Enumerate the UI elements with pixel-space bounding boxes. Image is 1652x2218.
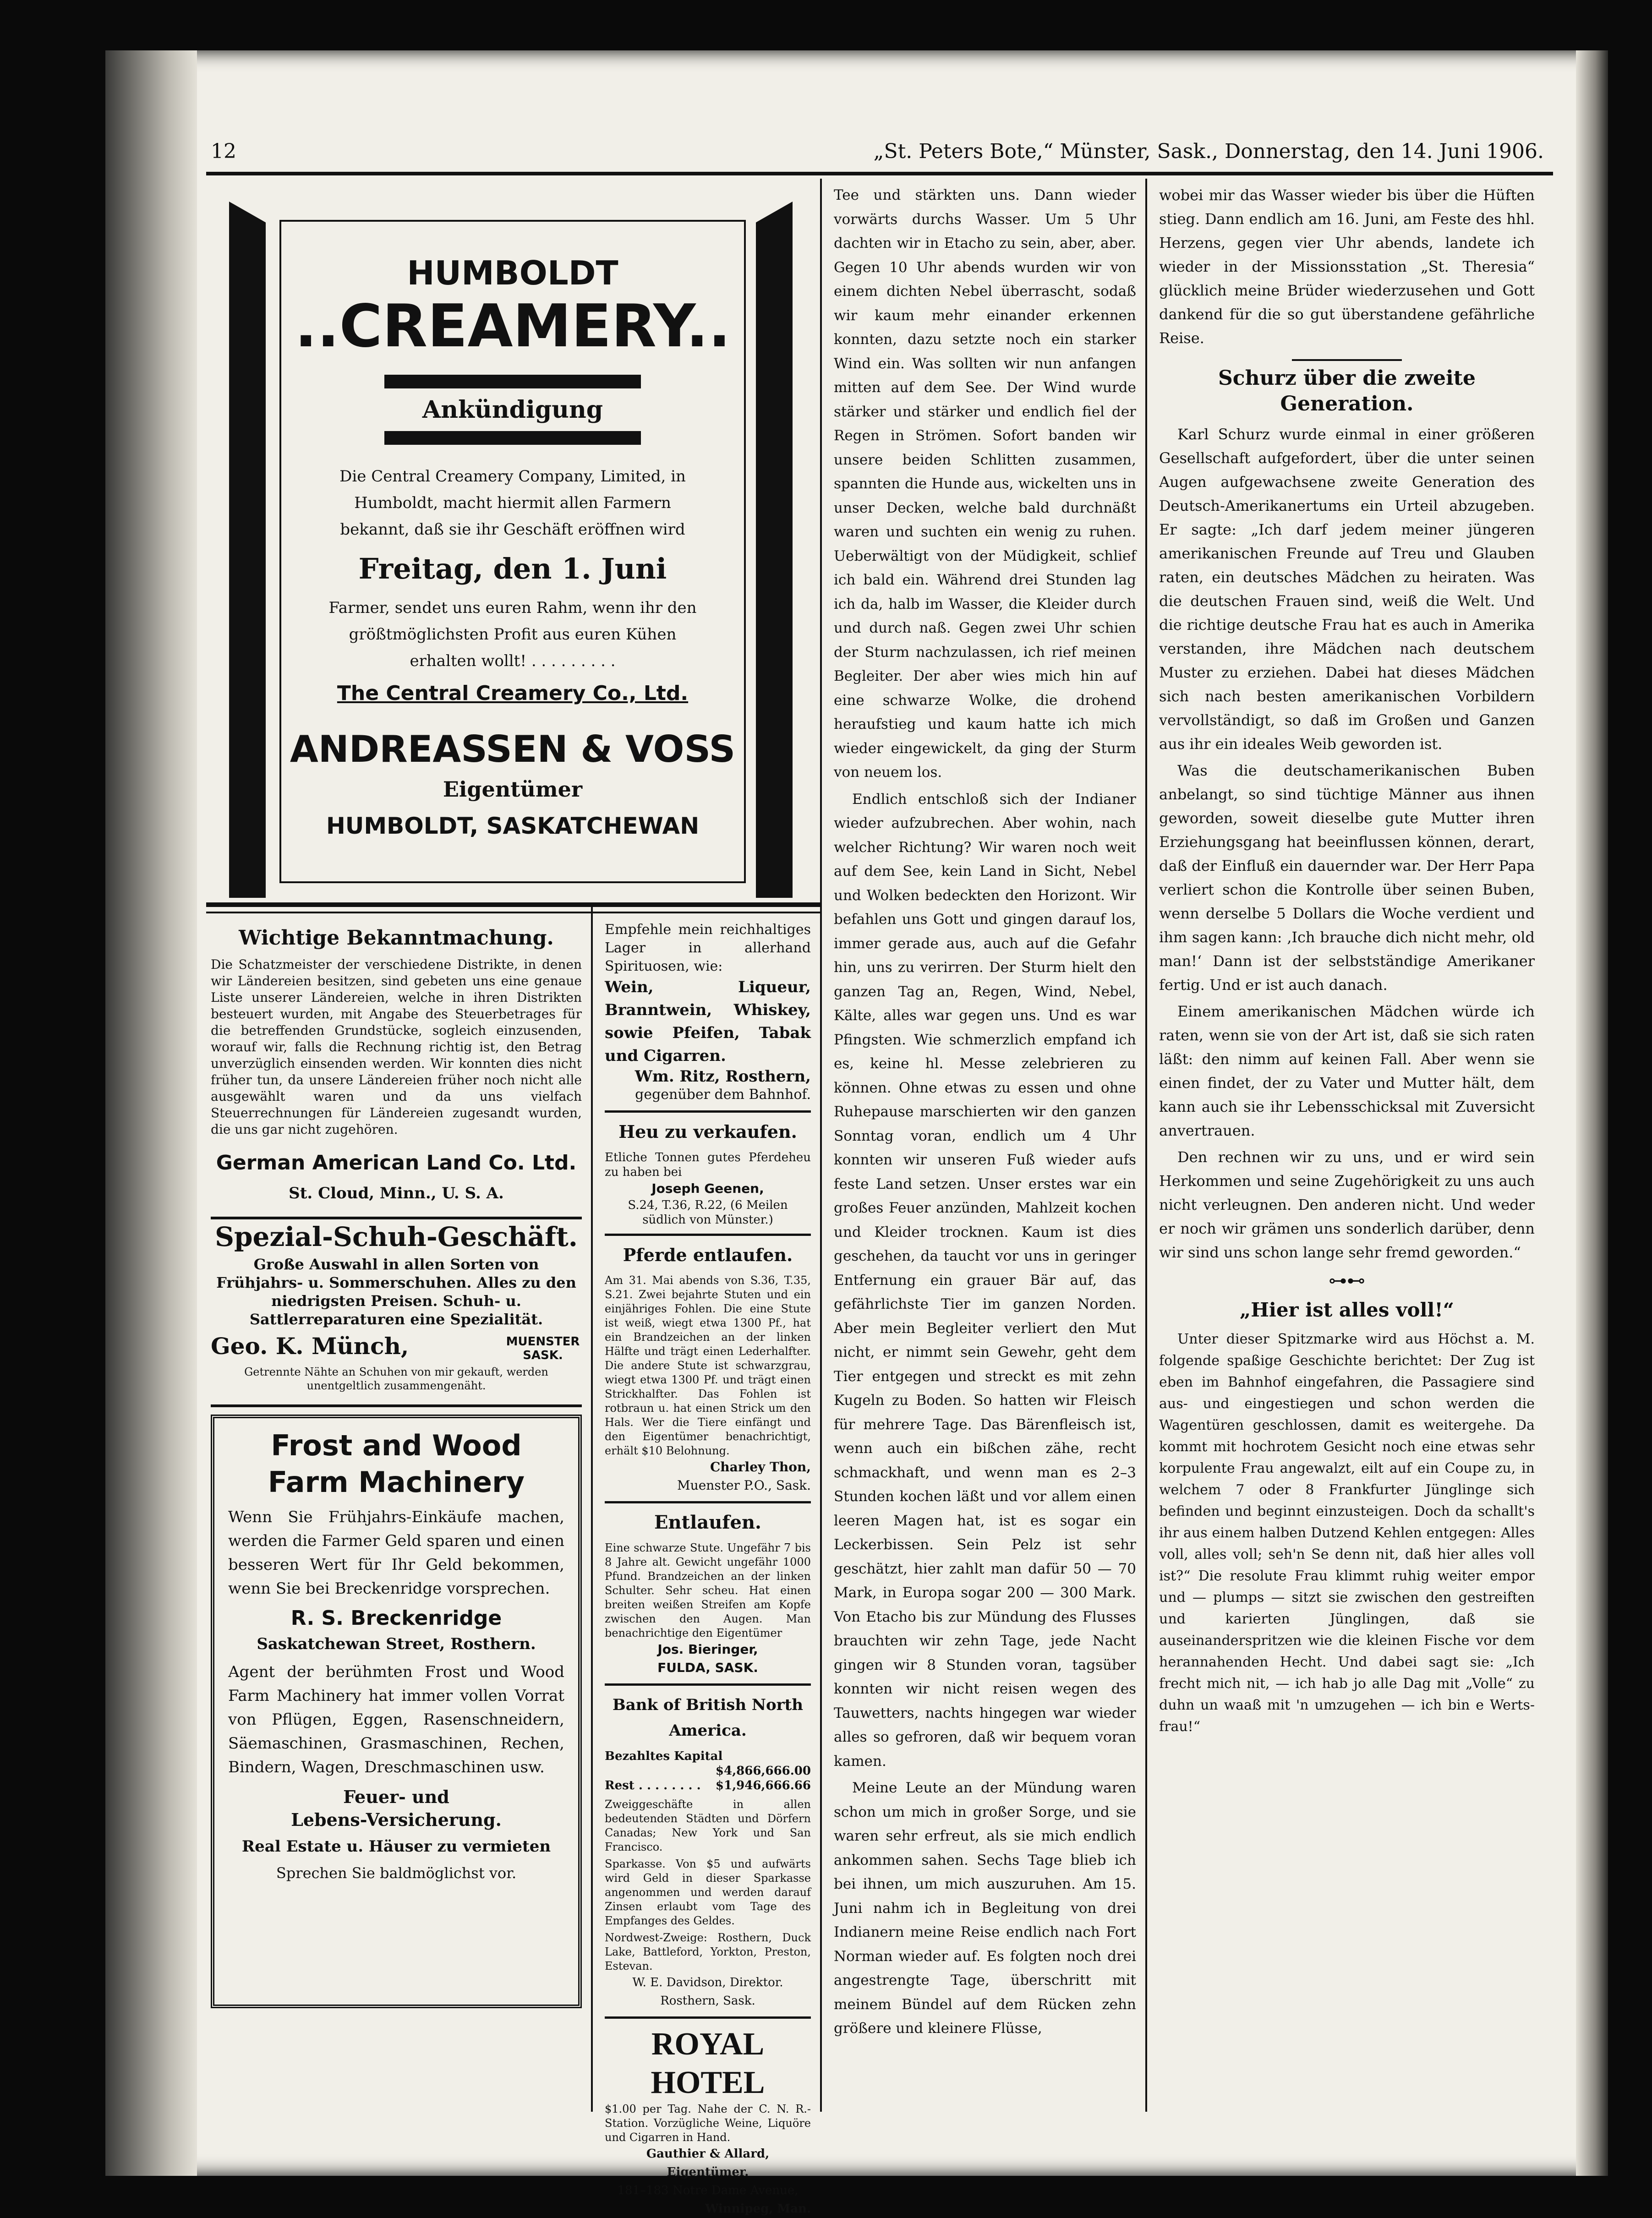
liquor-owner: Wm. Ritz, Rosthern, [635,1067,811,1086]
horses-body: Am 31. Mai abends von S.36, T.35, S.21. Zwei bejahrte Stuten und ein einjähriges Fohlen. Die eine Stute ist weiß, wiegt etwa 1300 Pf., hat ein Brandzeichen an der linken Hälfte und trägt einen Lederhalfter. Die andere Stute ist schwarzgrau, wiegt etwa 1300 Pf. und trägt einen Strickhalfter. Das Fohlen ist rotbraun u. hat einen Strick um den Hals. Wer die Tiere einfängt und den Eigentümer benachrichtigt, erhält $10 Belohnung. [605,1274,811,1457]
schurz-paragraph: Den rechnen wir zu uns, und er wird sein Herkommen und seine Zugehörigkeit zu uns auch nicht verleugnen. Den anderen nicht. Und weder er noch wir grämen uns sonderlich darüber, denn wir sind uns schon lange sehr fremd geworden.“ [1159,1148,1535,1261]
frost-ad [211,1415,582,2008]
insurance-1: Feuer- und [343,1786,449,1807]
frost-body-1: Wenn Sie Frühjahrs-Einkäufe machen, werden die Farmer Geld sparen und einen besseren Wert für Ihr Geld bekommen, wenn Sie bei Breckenridge vorsprechen. [228,1508,564,1598]
section-rule [206,902,820,907]
hay-name: Joseph Geenen, [651,1181,764,1196]
masthead: „St. Peters Bote,“ Münster, Sask., Donnerstag, den 14. Juni 1906. [873,140,1544,163]
announcement-body: Die Central Creamery Company, Limited, in Humboldt, macht hiermit allen Farmern bekannt, daß sie ihr Geschäft eröffnen wird [339,467,686,539]
bank-title: Bank of British North America. [612,1696,803,1740]
story-column-3 [834,183,1136,2043]
runaway-body: Eine schwarze Stute. Ungefähr 7 bis 8 Jahre alt. Gewicht ungefähr 1000 Pfund. Brandzeichen an der linken Schulter. Sehr scheu. Hat einen breiten weißen Streifen am Kopfe zwischen den Augen. Man benachrichtige den Eigentümer [605,1541,811,1639]
column-divider [820,179,822,2112]
creamery-location: HUMBOLDT, SASKATCHEWAN [326,813,700,839]
middle-ad-column [605,921,811,2218]
shoe-owner: Geo. K. Münch, [211,1335,409,1360]
story-paragraph: Meine Leute an der Mündung waren schon um mich in großer Sorge, und sie waren sehr erfreut, als sie mich endlich ankommen sahen. Sechs Tage blieb ich bei ihnen, um mich auszuruhen. Am 15. Juni nahm ich in Begleitung von drei Indianern meine Reise endlich nach Fort Norman wieder auf. Es folgten noch drei angestrengte Tage, überschritt mit meinem Bündel auf dem Rücken zehn größere und kleinere Flüsse, [834,1780,1136,2037]
shoe-title: Spezial-Schuh-Geschäft. [215,1221,578,1252]
bank-northwest: Nordwest-Zweige: Rosthern, Duck Lake, Battleford, Yorkton, Preston, Estevan. [605,1931,811,1972]
runaway-place: FULDA, SASK. [657,1660,758,1675]
opening-date: Freitag, den 1. Juni [358,552,667,585]
capital-value: $4,866,666.00 [715,1764,811,1778]
creamery-ad [229,202,793,898]
creamery-title-2: ..CREAMERY.. [295,292,731,361]
schurz-paragraph: Karl Schurz wurde einmal in einer größeren Gesellschaft aufgefordert, über die unter seinen Augen aufgewachsene zweite Generation des Deutsch-Amerikanertums ein Urteil abzugeben. Er sagte: „Ich darf jedem meiner jüngeren amerikanischen Freunde auf Treu und Glauben raten, ein deutsches Mädchen zu heiraten. Was die deutschen Frauen sind, weiß die Welt. Und die richtige deutsche Frau hat es auch in Amerika verstanden, ihre Mädchen nach deutschem Muster zu erziehen. Dabei hat dieses Mädchen sich nach besten amerikanischen Vorbildern vervollständigt, so daß im Großen und Ganzen aus ihr ein ideales Weib geworden ist. [1159,426,1535,753]
hotel-title: ROYAL HOTEL [651,2027,765,2100]
bank-savings: Sparkasse. Von $5 und aufwärts wird Geld in dieser Sparkasse angenommen und werden darauf Zinsen erlaubt vom Tage des Empfanges des Geldes. [605,1857,811,1927]
insurance-2: Lebens-Versicherung. [291,1809,502,1830]
runaway-title: Entlaufen. [654,1512,761,1533]
schurz-paragraph: Was die deutschamerikanischen Buben anbelangt, so sind tüchtige Männer aus ihnen geworden, soweit dieselbe gute Mutter ihren Erziehungsgang hat beeinflussen können, derart, daß der Einfluß ein dauernder war. Der Herr Papa verliert schon die Kontrolle über seinen Buben, wenn derselbe 5 Dollars die Woche verdient und ihm sagen kann: ‚Ich brauche dich nicht mehr, old man!‘ Dann ist der selbstständige Amerikaner fertig. Und er ist auch danach. [1159,762,1535,994]
page-stack-right-edge [1576,50,1608,2176]
story-paragraph: Tee und stärkten uns. Dann wieder vorwärts durchs Wasser. Um 5 Uhr dachten wir in Etacho zu sein, aber, aber. Gegen 10 Uhr abends wurden wir von einem dichten Nebel überrascht, sodaß wir kaum mehr einander erkennen konnten, dazu setzte noch ein starker Wind ein. Was sollten wir nun anfangen mitten auf dem See. Der Wind wurde stärker und stärker und endlich fiel der Regen in Strömen. Sofort banden wir unsere beiden Schlitten zusammen, spannten die Hunde aus, wickelten uns in unser Decken, welche bald durchnäßt waren und suchten ein wenig zu ruhen. Ueberwältigt von der Müdigkeit, schlief ich bald ein. Während drei Stunden lag ich da, halb im Wasser, die Kleider durch und durch naß. Gegen zwei Uhr schien der Sturm nachzulassen, ich rief meinen Begleiter. Der aber wies mich hin auf eine schwarze Wolke, die drohend heraufstieg und kaum hatte ich mich wieder eingewickelt, da ging der Sturm von neuem los. [834,187,1136,781]
schurz-title: Schurz über die zweite Generation. [1218,366,1476,415]
breckenridge-street: Saskatchewan Street, Rosthern. [257,1635,536,1653]
header-rule [206,172,1553,175]
schurz-paragraph: Einem amerikanischen Mädchen würde ich raten, wenn sie von der Art ist, daß sie sich raten läßt: den nimm auf keinen Fall. Aber wenn sie einen findet, der zu Vater und Mutter hält, dem kann auch sie ihr Lebensschicksal mit Zuversicht anvertrauen. [1159,1003,1535,1139]
column-divider [1145,179,1147,2112]
owners-name: ANDREASSEN & VOSS [290,728,736,770]
shoe-body: Große Auswahl in allen Sorten von Frühjahrs- u. Sommerschuhen. Alles zu den niedrigsten Preisen. Schuh- u. Sattlerreparaturen eine Spezialität. [216,1256,576,1328]
newspaper-page [105,50,1608,2216]
hotel-body: $1.00 per Tag. Nahe der C. N. R.-Station. Vorzügliche Weine, Liquöre und Cigarren in Hand. [605,2103,811,2144]
hay-title: Heu zu verkaufen. [618,1121,797,1142]
horses-title: Pferde entlaufen. [623,1245,793,1265]
runaway-owner: Jos. Bieringer, [657,1642,758,1657]
ornament-divider: ⊶⊷ [1329,1270,1365,1291]
bank-director: W. E. Davidson, Direktor. [632,1976,783,1989]
liquor-location: gegenüber dem Bahnhof. [635,1087,811,1103]
frost-title-1: Frost and Wood [271,1429,522,1462]
company-name: The Central Creamery Co., Ltd. [337,682,689,705]
bank-director-place: Rosthern, Sask. [660,1994,755,2008]
page-stack-left-edge [105,50,197,2176]
notice-title: Wichtige Bekanntmachung. [239,926,554,950]
section-rule [206,912,820,913]
rest-value: $1,946,666.66 [715,1779,811,1792]
story-paragraph: wobei mir das Wasser wieder bis über die Hüften stieg. Dann endlich am 16. Juni, am Feste des hhl. Herzens, gegen vier Uhr abends, landete ich wieder in der Missionsstation „St. Theresia“ glücklich meine Brüder wiederzusehen und Gott dankend für die so gut überstandene gefährliche Reise. [1159,186,1535,347]
frost-closing: Sprechen Sie baldmöglichst vor. [276,1864,517,1882]
announcement-heading: Ankündigung [422,396,603,424]
frost-body-2: Agent der berühmten Frost und Wood Farm Machinery hat immer vollen Vorrat von Pflügen, Eggen, Rasenschneidern, Säemaschinen, Grasmaschinen, Rechen, Bindern, Wagen, Dreschmaschinen usw. [228,1663,564,1776]
full-paragraph: Unter dieser Spitzmarke wird aus Höchst a. M. folgende spaßige Geschichte berichtet: Der Zug ist eben im Bahnhof eingefahren, die Passagiere sind aus- und eingestiegen und schon werden die Wagentüren geschlossen, damit es weitergehe. Da kommt mit hochrotem Gesicht noch eine etwas sehr korpulente Frau angewalzt, eilt auf ein Coupe zu, in welchem 7 oder 8 Frankfurter Jünglinge sich befinden und beginnt einzusteigen. Doch da schallt's ihr aus einem halben Dutzend Kehlen entgegen: Alles voll, alles voll; seh'n Se denn nit, daß hier alles voll ist?“ Die resolute Frau klimmt ruhig weiter empor und — plumps — sitzt sie zwischen den gestreiften und karierten Jünglingen, daß sie auseinanderspritzen wie die kleinen Fische vor dem herannahenden Hecht. Und dabei sagt sie: „Ich frecht mich nit, — ich hab jo alle Dag mit „Volle“ zu duhn un waaß mit 'n umzugehen — ich bin e Werts-frau!“ [1159,1331,1535,1735]
hotel-city: Winnipeg, Man. [705,2202,811,2216]
hay-location: S.24, T.36, R.22, (6 Meilen südlich von Münster.) [628,1198,788,1227]
bank-branches: Zweiggeschäfte in allen bedeutenden Städten und Dörfern Canadas; New York und San Francisco. [605,1798,811,1853]
liquor-intro: Empfehle mein reichhaltiges Lager in allerhand Spirituosen, wie: [605,922,811,974]
shoe-place: MUENSTER SASK. [506,1335,580,1362]
real-estate: Real Estate u. Häuser zu vermieten [241,1837,551,1856]
owners-label: Eigentümer [443,777,583,802]
shoe-note: Getrennte Nähte an Schuhen von mir gekauft, werden unentgeltlich zusammengenäht. [244,1366,548,1392]
hay-body: Etliche Tonnen gutes Pferdeheu zu haben bei [605,1151,811,1179]
full-title: „Hier ist alles voll!“ [1240,1299,1454,1321]
horses-place: Muenster P.O., Sask. [677,1478,811,1493]
farmer-appeal: Farmer, sendet uns euren Rahm, wenn ihr den größtmöglichsten Profit aus euren Kühen erhalten wollt! . . . . . . . . . [328,599,697,670]
story-column-4 [1159,183,1535,1740]
frost-title-2: Farm Machinery [268,1465,525,1499]
horses-owner: Charley Thon, [710,1459,811,1475]
land-company-place: St. Cloud, Minn., U. S. A. [289,1184,504,1202]
breckenridge-name: R. S. Breckenridge [290,1606,502,1630]
capital-label: Bezahltes Kapital [605,1749,723,1763]
left-ad-column [211,921,582,2008]
story-paragraph: Endlich entschloß sich der Indianer wieder aufzubrechen. Aber wohin, nach welcher Richtung? Wir waren noch weit auf dem See, kein Land in Sicht, Nebel und Wolken bedeckten den Horizont. Wir befahlen uns Gott und gingen darauf los, immer gerade aus, auch auf die Gefahr hin, uns zu verirren. Der Sturm hielt den ganzen Tag an, Regen, Wind, Nebel, Kälte, alles war gegen uns. Und es war Pfingsten. Wie schmerzlich empfand ich es, keine hl. Messe zelebrieren zu können. Ohne etwas zu essen und ohne Ruhepause marschierten wir den ganzen Sonntag voran, endlich um 4 Uhr konnten wir unseren Fuß wieder aufs feste Land setzen. Unser erstes war ein großes Feuer anzünden, Mahlzeit kochen und Kleider trocknen. Kaum ist dies geschehen, da taucht vor uns in geringer Entfernung ein grauer Bär auf, das gefährlichste Tier im ganzen Norden. Aber mein Begleiter verliert den Mut nicht, er nimmt sein Gewehr, geht dem Tier entgegen und streckt es mit zehn Kugeln zu Boden. So hatten wir Fleisch für mehrere Tage. Das Bärenfleisch ist, wenn auch ein bißchen zähe, recht schmackhaft, und wenn man es 2–3 Stunden kochen läßt und vor allem einen leeren Magen hat, ist es sogar ein Leckerbissen. Sein Pelz ist sehr geschätzt, hier zahlt man dafür 50 — 70 Mark, in Europa sogar 200 — 300 Mark. Von Etacho bis zur Mündung des Flusses brauchten wir zehn Tage, jede Nacht gingen wir 8 Stunden voran, tagsüber konnten wir nicht reisen wegen des Tauwetters, nachts hingegen war wieder alles so gefroren, daß wir bequem voran kamen. [834,791,1136,1770]
page-number: 12 [211,140,236,163]
column-divider [591,907,593,2112]
land-company: German American Land Co. Ltd. [216,1151,577,1175]
hotel-owners: Gauthier & Allard, Eigentümer. [646,2147,770,2179]
liquor-items: Wein, Liqueur, Branntwein, Whiskey, sowie Pfeifen, Tabak und Cigarren. [605,978,811,1065]
hotel-address: 181–183 Notre Dame Avenue, [617,2184,799,2197]
notice-body: Die Schatzmeister der verschiedene Distrikte, in denen wir Ländereien besitzen, sind gebeten uns eine genaue Liste unserer Ländereien, welche in ihren Distrikten besteuert wurden, mit Angabe des Steuerbetrages für die betreffenden Grundstücke, sogleich einzusenden, worauf wir, falls die Rechnung richtig ist, den Betrag unverzüglich einsenden werden. Wir konnten dies nicht früher tun, da unsere Ländereien früher noch nicht alle ausgewählt waren und da uns vielfach Steuerrechnungen für Ländereien zugesandt wurden, die uns gar nicht zugehören. [211,957,582,1137]
rest-label: Rest . . . . . . . . [605,1779,701,1792]
creamery-title-1: HUMBOLDT [407,254,618,292]
